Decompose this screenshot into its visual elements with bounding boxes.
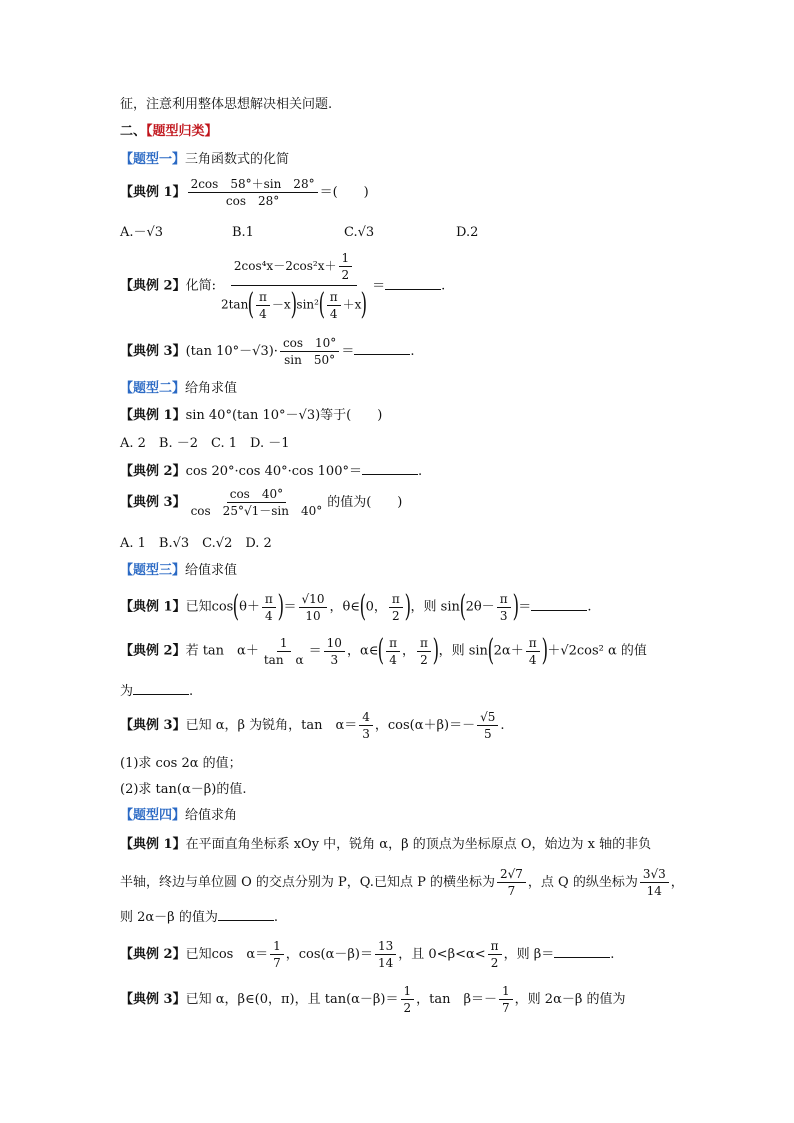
type4-name: 给值求角 [185, 808, 238, 823]
t3-ex1-rp1: ) [277, 589, 284, 624]
t3-ex2-recip [261, 637, 307, 666]
t3-example3 [120, 711, 505, 740]
t3-ex2-d: ，则 sin [438, 643, 488, 659]
t1-ex2-lparen-a: ( [247, 287, 255, 322]
t3-ex2-end: . [189, 684, 194, 699]
t3-ex2-rp1: ) [432, 633, 439, 668]
t1-example1 [120, 178, 369, 207]
t1-ex3-tail: ＝ [341, 344, 355, 359]
t1-ex1-option-a: A.－√3 [120, 225, 164, 240]
t3-ex1-pi-3: π [497, 593, 511, 608]
t1-ex1-option-c: C.√3 [344, 225, 375, 240]
t3-ex2-lp1: ( [377, 633, 385, 668]
t4-ex1-f1d: 7 [507, 884, 516, 898]
t2-ex1-options: A. 2 B. －2 C. 1 D. －1 [120, 436, 290, 451]
t1-ex2-pi-b: π [327, 291, 341, 306]
t3-ex2-f: ＋√2cos² α 的值 [547, 643, 647, 659]
t1-ex3-num: cos 10° [280, 337, 339, 352]
t3-ex2-a: 若 tan α＋ [185, 643, 259, 659]
t3-ex1-lp3: ( [459, 589, 466, 624]
t1-ex2-half-n: 1 [339, 252, 353, 267]
t3-ex3-sq5-frac [477, 711, 498, 740]
t3-ex1-g: 2θ－ [465, 599, 495, 615]
t1-ex3-blank[interactable] [354, 344, 410, 355]
t4-ex2-c: ，且 0<β<α< [398, 947, 486, 962]
t3-ex2-two: 2 [420, 652, 428, 667]
t4-ex2-f1314 [375, 940, 396, 969]
type1-heading [120, 153, 289, 166]
t4-ex3-b: ，tan β＝－ [416, 992, 498, 1007]
t3-ex3-three: 3 [362, 727, 370, 741]
t4-ex1-l2c: ， [670, 875, 684, 890]
t3-ex1-d: ，θ∈ [329, 599, 360, 615]
t1-ex2-den1: 2tan [220, 297, 249, 312]
t4-example1-line3 [120, 910, 278, 924]
t4-ex2-blank[interactable] [554, 947, 610, 958]
t1-ex1-option-b: B.1 [232, 225, 254, 240]
t4-example2 [120, 940, 614, 969]
t3-ex1-pi4 [262, 593, 276, 622]
t1-ex2-rparen-b: ) [360, 287, 368, 322]
t3-ex1-sqrt10 [299, 593, 328, 622]
t3-ex1-four: 4 [265, 608, 273, 623]
t3-ex2-tan: tan α [263, 652, 304, 667]
t1-ex1-den: cos 28° [225, 194, 280, 208]
type1-label: 【题型一】 [120, 152, 186, 167]
t3-ex2-pi4b [526, 637, 540, 666]
t3-ex3-four: 4 [359, 711, 373, 726]
t2-ex3-tag: 【典例 3】 [120, 495, 186, 510]
t3-ex2-ten: 10 [324, 637, 345, 652]
t1-ex2-den2: sin² [296, 297, 319, 312]
t3-ex3-sq5: √5 [477, 711, 498, 726]
t2-ex3-fraction [188, 488, 326, 517]
t1-ex1-tag: 【典例 1】 [120, 185, 186, 200]
t3-ex3-tag: 【典例 3】 [120, 718, 186, 733]
t3-ex1-sq-n: √10 [299, 593, 328, 608]
t4-ex1-l3: 则 2α－β 的值为 [120, 910, 218, 925]
t1-ex2-tag: 【典例 2】 [120, 278, 186, 294]
t2-ex1-tag: 【典例 1】 [120, 408, 186, 423]
t4-ex2-f17 [270, 940, 284, 969]
t1-example3 [120, 337, 414, 366]
t3-ex2-tag: 【典例 2】 [120, 643, 186, 659]
t3-ex2-c: ，α∈ [346, 643, 379, 659]
t4-ex2-n13: 13 [375, 940, 396, 955]
t4-ex2-a: 已知cos α＝ [185, 947, 269, 962]
t1-ex3-den: sin 50° [284, 353, 336, 367]
t4-example3 [120, 985, 626, 1014]
t3-example2: 【典例 2】若 tan α＋ $\frac{1}{\text{tan α}}$ ＝ $\frac{10}{3}$ ，α∈( $\frac{\pi}{4}$ ， $\frac{\pi}{2}$ )，则 sin(2α＋ $\frac{\pi}{4}$ )＋√2cos² α 的值 [120, 633, 647, 668]
t2-ex2-end: . [417, 464, 423, 479]
type4-heading [120, 809, 237, 822]
t1-ex2-den-a: －x [271, 297, 291, 312]
t1-ex3-pre: (tan 10°－√3)· [185, 344, 278, 359]
t4-ex2-tag: 【典例 2】 [120, 947, 186, 962]
t4-ex1-f2n: 3√3 [640, 868, 669, 883]
t3-ex1-three: 3 [499, 608, 508, 623]
t2-ex3-tail: 的值为( ) [327, 495, 403, 510]
t4-ex2-two: 2 [490, 956, 499, 970]
t1-ex2-pi-a: π [256, 291, 270, 306]
intro-line: 征，注意利用整体思想解决相关问题. [120, 97, 333, 112]
t3-ex1-b: θ＋ [239, 599, 260, 615]
section-title: 【题型归类】 [146, 124, 218, 139]
t2-ex3-den: cos 25°√1－sin 40° [190, 504, 323, 518]
t2-ex2-blank[interactable] [362, 464, 418, 475]
t1-ex1-num: 2cos 58°＋sin 28° [188, 178, 318, 193]
t1-ex2-rparen-a: ) [290, 287, 297, 322]
t3-ex1-pi3 [497, 593, 511, 622]
t4-ex3-a: 已知 α，β∈(0，π)，且 tan(α－β)＝ [185, 992, 399, 1007]
t3-ex2-three: 3 [330, 652, 339, 667]
t1-ex2-pi4-a [256, 291, 270, 320]
t3-ex1-lp1: ( [232, 589, 240, 624]
t3-ex1-blank[interactable] [531, 600, 587, 611]
t4-ex1-l2a: 半轴，终边与单位圆 O 的交点分别为 P，Q.已知点 P 的横坐标为 [120, 875, 495, 890]
t3-ex2-line2-text: 为 [120, 684, 134, 699]
t3-ex2-pi4 [386, 637, 400, 666]
t3-ex1-f: ，则 sin [410, 599, 460, 615]
t3-ex1-end: . [587, 599, 592, 615]
t4-ex2-d: ，则 β＝ [503, 947, 555, 962]
t1-ex3-fraction [280, 337, 339, 366]
t3-ex2-one: 1 [277, 637, 291, 652]
t3-ex2-pi2 [417, 637, 431, 666]
t3-ex2-b: ＝ [308, 643, 322, 659]
t3-ex1-h: ＝ [518, 599, 532, 615]
t3-ex2-e: 2α＋ [493, 643, 524, 659]
t3-ex3-b: ，cos(α＋β)＝－ [374, 718, 476, 733]
t1-ex2-half [339, 252, 353, 281]
t3-ex1-two: 2 [392, 608, 400, 623]
t3-ex1-c: ＝ [283, 599, 297, 615]
t3-ex1-pi-2: π [389, 593, 403, 608]
t4-ex1-blank[interactable] [218, 910, 274, 921]
t2-ex2-tag: 【典例 2】 [120, 464, 186, 479]
type1-name: 三角函数式的化简 [185, 152, 290, 167]
t4-ex1-l2b: ，点 Q 的纵坐标为 [527, 875, 638, 890]
type2-name: 给角求值 [185, 381, 238, 396]
t4-ex1-l1: 在平面直角坐标系 xOy 中，锐角 α，β 的顶点为坐标原点 O，始边为 x 轴的非负 [185, 837, 652, 852]
t4-ex1-f2d: 14 [646, 884, 662, 898]
t2-ex3-options: A. 1 B.√3 C.√2 D. 2 [120, 536, 272, 551]
t3-ex1-rp3: ) [512, 589, 519, 624]
t1-ex2-lparen-b: ( [318, 287, 326, 322]
t1-ex2-blank[interactable] [385, 279, 441, 290]
t3-ex1-a: 已知cos [185, 599, 234, 615]
t4-ex3-tag: 【典例 3】 [120, 992, 186, 1007]
t1-ex2-four-a: 4 [259, 306, 267, 321]
section-heading [120, 125, 218, 138]
t4-ex1-frac1 [497, 868, 526, 897]
t3-ex1-rp2: ) [404, 589, 411, 624]
t1-ex2-fraction [218, 252, 370, 320]
t3-ex2-line2 [120, 684, 193, 698]
t4-ex3-two: 2 [403, 1001, 412, 1015]
t3-ex3-end: . [500, 718, 505, 733]
t4-ex1-f1n: 2√7 [497, 868, 526, 883]
t1-example2 [120, 252, 445, 320]
t4-ex2-pi: π [488, 940, 502, 955]
t4-ex2-one: 1 [270, 940, 284, 955]
t1-ex1-tail: ＝( ) [319, 185, 369, 200]
t3-ex1-e: 0， [365, 599, 387, 615]
t1-ex2-tail: ＝ [372, 278, 386, 294]
t1-ex2-num-text: 2cos⁴x－2cos²x＋ [233, 259, 337, 273]
t1-ex2-four-b: 4 [329, 306, 338, 321]
t1-ex2-den [218, 286, 370, 320]
t3-ex3-five: 5 [483, 727, 492, 741]
t2-example3 [120, 488, 402, 517]
t1-ex2-num [231, 252, 357, 286]
t1-ex1-option-d: D.2 [456, 225, 479, 240]
type3-name: 给值求值 [185, 563, 238, 578]
t3-question1: (1)求 cos 2α 的值； [120, 756, 242, 771]
t3-ex2-lp2: ( [487, 633, 495, 668]
t1-ex2-pre: 化简: [185, 278, 216, 294]
t3-ex2-pi-2: π [417, 637, 431, 652]
t4-ex3-seven: 7 [502, 1001, 510, 1015]
t1-ex2-den-b: ＋x [342, 297, 362, 312]
t2-example1 [120, 409, 382, 422]
t3-ex3-a: 已知 α，β 为锐角，tan α＝ [185, 718, 358, 733]
type4-label: 【题型四】 [120, 808, 186, 823]
t2-ex1-text: sin 40°(tan 10°－√3)等于( ) [185, 408, 383, 423]
t4-ex2-pi2 [488, 940, 502, 969]
t4-ex2-seven: 7 [273, 956, 281, 970]
type2-label: 【题型二】 [120, 381, 186, 396]
t3-ex1-pi2 [389, 593, 403, 622]
t4-ex3-f17 [499, 985, 513, 1014]
t3-ex2-ten3 [324, 637, 345, 666]
t1-ex1-fraction [188, 178, 318, 207]
t3-ex2-four-2: 4 [528, 652, 537, 667]
t4-ex2-b: ，cos(α－β)＝ [285, 947, 373, 962]
t4-ex3-one: 1 [401, 985, 415, 1000]
t3-ex1-sq-d: 10 [305, 608, 321, 623]
t4-ex1-tag: 【典例 1】 [120, 837, 186, 852]
t4-ex2-n14: 14 [378, 956, 394, 970]
t3-ex1-lp2: ( [359, 589, 366, 624]
t3-question2: (2)求 tan(α－β)的值. [120, 782, 247, 797]
type3-label: 【题型三】 [120, 563, 186, 578]
t4-ex3-f12 [401, 985, 415, 1014]
t3-ex2-blank[interactable] [133, 684, 189, 695]
t2-ex3-num: cos 40° [227, 488, 286, 503]
t4-ex1-end: . [273, 910, 278, 925]
t4-ex2-end: . [610, 947, 615, 962]
type2-heading [120, 382, 237, 395]
t3-ex2-pi-1: π [386, 637, 400, 652]
t3-ex1-tag: 【典例 1】 [120, 599, 186, 615]
t3-ex2-rp2: ) [541, 633, 548, 668]
t1-ex3-end: . [410, 344, 415, 359]
t4-ex3-c: ，则 2α－β 的值为 [514, 992, 626, 1007]
t4-example1-line2 [120, 868, 684, 897]
t3-ex2-four-1: 4 [389, 652, 397, 667]
t2-example2 [120, 464, 422, 478]
t2-ex2-text: cos 20°·cos 40°·cos 100°＝ [185, 464, 362, 479]
t1-ex2-half-d: 2 [341, 268, 350, 282]
section-prefix: 二、 [120, 124, 147, 139]
t1-ex2-end: . [441, 278, 446, 294]
t3-ex2-pi-3: π [526, 637, 540, 652]
t4-ex1-frac2 [640, 868, 669, 897]
t4-example1-line1 [120, 838, 651, 851]
t4-ex3-one2: 1 [499, 985, 513, 1000]
type3-heading [120, 564, 237, 577]
t3-ex3-f43 [359, 711, 373, 740]
t1-ex3-tag: 【典例 3】 [120, 344, 186, 359]
t3-example1 [120, 589, 592, 624]
t3-ex1-pi-1: π [262, 593, 276, 608]
t1-ex2-pi4-b [327, 291, 341, 320]
